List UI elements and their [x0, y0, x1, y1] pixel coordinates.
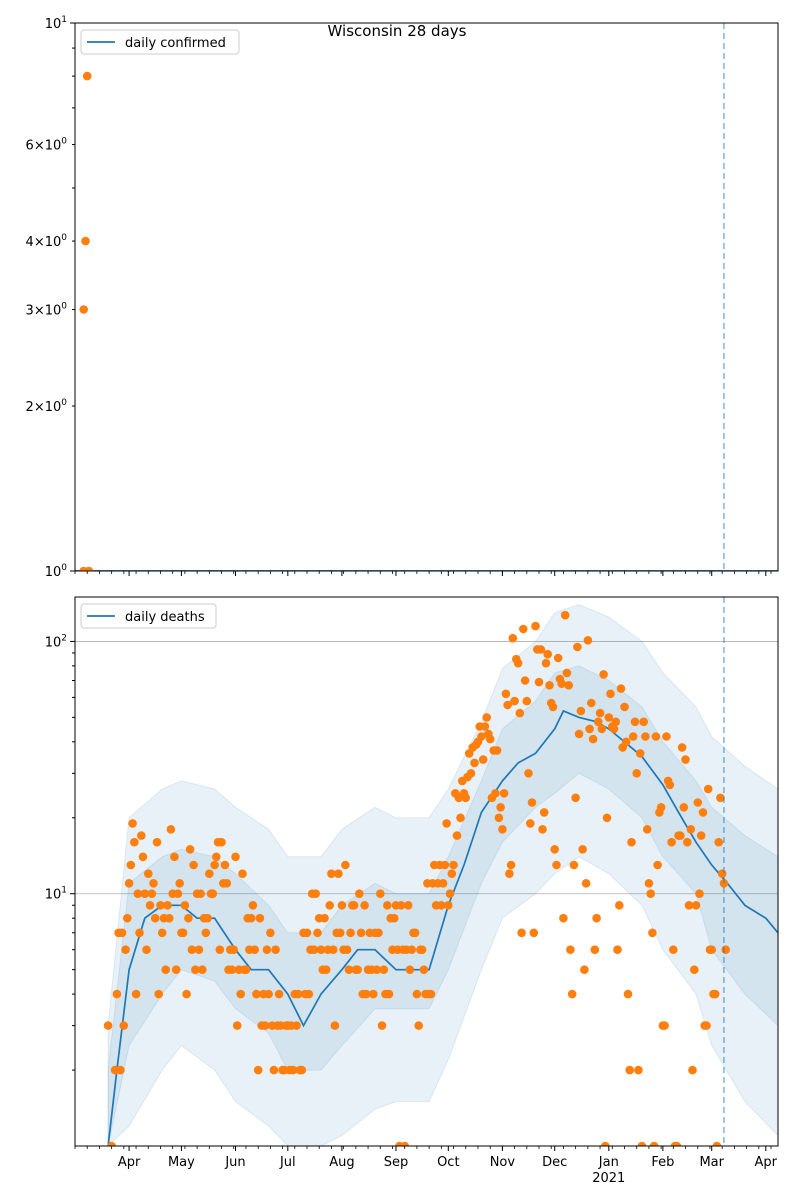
data-point: [420, 965, 429, 974]
data-point: [690, 965, 699, 974]
data-point: [165, 914, 174, 923]
data-point: [528, 798, 537, 807]
data-point: [343, 945, 352, 954]
data-point: [346, 929, 355, 938]
data-point: [186, 845, 195, 854]
y-tick-label: $10^2$: [44, 633, 67, 651]
data-point: [256, 914, 265, 923]
data-point: [496, 803, 505, 812]
data-point: [446, 889, 455, 898]
data-point: [543, 650, 552, 659]
data-point: [615, 901, 624, 910]
data-point: [627, 838, 636, 847]
data-point: [687, 825, 696, 834]
data-point: [641, 732, 650, 741]
data-point: [414, 1021, 423, 1030]
data-point: [161, 965, 170, 974]
data-point: [427, 990, 436, 999]
data-point: [599, 670, 608, 679]
data-point: [448, 869, 457, 878]
data-point: [313, 929, 322, 938]
y-tick-label: $10^0$: [44, 563, 67, 580]
data-point: [711, 990, 720, 999]
data-point: [184, 914, 193, 923]
data-point: [413, 990, 422, 999]
data-point: [238, 869, 247, 878]
data-point: [622, 738, 631, 747]
data-point: [148, 889, 157, 898]
data-point: [374, 929, 383, 938]
data-point: [652, 732, 661, 741]
data-point: [139, 853, 148, 862]
data-point: [385, 990, 394, 999]
data-point: [449, 861, 458, 870]
data-point: [137, 831, 146, 840]
data-point: [566, 945, 575, 954]
data-point: [559, 914, 568, 923]
data-point: [135, 929, 144, 938]
data-point: [444, 901, 453, 910]
data-point: [163, 901, 172, 910]
y-tick-label: $10^1$: [44, 885, 67, 903]
data-point: [404, 901, 413, 910]
data-point: [467, 769, 476, 778]
data-point: [491, 789, 500, 798]
data-point: [390, 914, 399, 923]
data-point: [233, 1021, 242, 1030]
data-point: [383, 901, 392, 910]
data-point: [172, 965, 181, 974]
data-point: [223, 879, 232, 888]
data-point: [519, 625, 528, 634]
data-point: [355, 889, 364, 898]
data-point: [500, 789, 509, 798]
data-point: [203, 914, 212, 923]
legend: [81, 30, 239, 54]
data-point: [516, 709, 525, 718]
data-point: [502, 690, 511, 699]
data-point: [666, 781, 675, 790]
x-tick-label: Dec: [542, 1155, 568, 1170]
data-point: [479, 755, 488, 764]
data-point: [620, 703, 629, 712]
data-point: [195, 945, 204, 954]
data-point: [210, 861, 219, 870]
x-year-label: 2021: [592, 1171, 626, 1186]
data-point: [120, 1021, 129, 1030]
data-point: [175, 879, 184, 888]
data-point: [212, 853, 221, 862]
data-point: [657, 803, 666, 812]
data-point: [181, 901, 190, 910]
data-point: [470, 759, 479, 768]
data-point: [524, 769, 533, 778]
data-point: [104, 1021, 113, 1030]
data-point: [407, 945, 416, 954]
data-point: [406, 965, 415, 974]
data-point: [153, 838, 162, 847]
data-point: [341, 861, 350, 870]
data-point: [707, 945, 716, 954]
data-point: [305, 990, 314, 999]
x-tick-label: Oct: [437, 1155, 460, 1170]
data-point: [174, 889, 183, 898]
data-point: [718, 869, 727, 878]
data-point: [236, 990, 245, 999]
data-point: [254, 1066, 263, 1075]
data-point: [196, 889, 205, 898]
data-point: [121, 945, 130, 954]
data-point: [603, 814, 612, 823]
data-point: [439, 879, 448, 888]
data-point: [577, 707, 586, 716]
data-point: [625, 1066, 634, 1075]
data-point: [329, 945, 338, 954]
data-point: [542, 659, 551, 668]
data-point: [229, 945, 238, 954]
y-tick-label: $3\times 10^0$: [25, 301, 67, 319]
data-point: [582, 879, 591, 888]
data-point: [298, 1066, 307, 1075]
data-point: [127, 861, 136, 870]
y-tick-label: $2\times 10^0$: [25, 398, 67, 416]
data-point: [592, 914, 601, 923]
x-tick-label: May: [167, 1155, 195, 1170]
data-point: [369, 990, 378, 999]
data-point: [264, 990, 273, 999]
data-point: [606, 690, 615, 699]
data-point: [699, 808, 708, 817]
data-point: [521, 676, 530, 685]
data-point: [662, 732, 671, 741]
y-tick-label: $10^1$: [44, 15, 67, 32]
data-point: [151, 914, 160, 923]
data-point: [79, 305, 88, 314]
data-point: [376, 889, 385, 898]
data-point: [378, 1021, 387, 1030]
data-point: [221, 861, 230, 870]
x-tick-label: Apr: [754, 1155, 778, 1170]
data-point: [596, 709, 605, 718]
data-point: [270, 1066, 279, 1075]
data-point: [526, 819, 535, 828]
data-point: [338, 901, 347, 910]
data-point: [550, 845, 559, 854]
data-point: [514, 659, 523, 668]
data-point: [198, 965, 207, 974]
data-point: [571, 794, 580, 803]
data-point: [170, 853, 179, 862]
data-point: [320, 914, 329, 923]
data-point: [418, 945, 427, 954]
data-point: [563, 669, 572, 678]
data-point: [132, 990, 141, 999]
x-tick-label: Feb: [651, 1155, 675, 1170]
data-point: [517, 929, 526, 938]
data-point: [456, 814, 465, 823]
data-point: [632, 769, 641, 778]
data-point: [216, 945, 225, 954]
data-point: [648, 929, 657, 938]
data-point: [116, 1066, 125, 1075]
data-point: [645, 879, 654, 888]
data-point: [263, 945, 272, 954]
data-point: [154, 990, 163, 999]
legend-label: daily deaths: [125, 610, 205, 625]
data-point: [179, 929, 188, 938]
data-point: [643, 825, 652, 834]
data-point: [336, 929, 345, 938]
data-point: [554, 654, 563, 663]
data-point: [667, 838, 676, 847]
data-point: [585, 725, 594, 734]
data-point: [331, 1021, 340, 1030]
data-point: [589, 735, 598, 744]
data-point: [676, 831, 685, 840]
legend-label: daily confirmed: [125, 36, 226, 51]
data-point: [357, 929, 366, 938]
data-point: [334, 869, 343, 878]
data-point: [360, 901, 369, 910]
data-point: [311, 889, 320, 898]
data-point: [158, 929, 167, 938]
data-point: [146, 901, 155, 910]
data-point: [266, 929, 275, 938]
data-point: [587, 699, 596, 708]
data-point: [275, 990, 284, 999]
x-tick-label: Apr: [117, 1155, 141, 1170]
data-point: [125, 879, 134, 888]
data-point: [242, 965, 251, 974]
data-point: [350, 901, 359, 910]
data-point: [681, 755, 690, 764]
data-point: [461, 794, 470, 803]
y-tick-label: $6\times 10^0$: [25, 136, 67, 154]
data-point: [83, 72, 92, 81]
data-point: [510, 697, 519, 706]
data-point: [217, 838, 226, 847]
data-point: [538, 825, 547, 834]
data-point: [617, 684, 626, 693]
data-point: [683, 838, 692, 847]
data-point: [721, 945, 730, 954]
data-point: [564, 681, 573, 690]
data-point: [531, 622, 540, 631]
data-point: [646, 889, 655, 898]
data-point: [322, 965, 331, 974]
data-point: [639, 718, 648, 727]
data-point: [636, 749, 645, 758]
data-point: [202, 929, 211, 938]
data-point: [380, 965, 389, 974]
data-point: [167, 825, 176, 834]
data-point: [81, 237, 90, 246]
data-point: [702, 1021, 711, 1030]
data-point: [584, 636, 593, 645]
x-tick-label: Jun: [225, 1155, 246, 1170]
data-point: [568, 990, 577, 999]
data-point: [182, 990, 191, 999]
data-point: [209, 889, 218, 898]
data-point: [573, 643, 582, 652]
data-point: [247, 914, 256, 923]
x-tick-label: Nov: [489, 1155, 516, 1170]
data-point: [598, 725, 607, 734]
data-point: [149, 879, 158, 888]
data-point: [694, 798, 703, 807]
data-point: [591, 945, 600, 954]
data-point: [629, 732, 638, 741]
chart-title: Wisconsin 28 days: [327, 22, 467, 40]
data-point: [660, 1021, 669, 1030]
data-point: [481, 722, 490, 731]
data-point: [678, 743, 687, 752]
legend: [81, 604, 216, 628]
data-point: [561, 611, 570, 620]
x-tick-label: Jan: [598, 1155, 619, 1170]
data-point: [144, 869, 153, 878]
x-tick-label: Mar: [699, 1155, 724, 1170]
data-point: [612, 718, 621, 727]
data-point: [669, 945, 678, 954]
data-point: [680, 803, 689, 812]
data-point: [250, 945, 259, 954]
data-point: [613, 945, 622, 954]
data-point: [695, 889, 704, 898]
data-point: [325, 901, 334, 910]
data-point: [128, 819, 137, 828]
data-point: [189, 861, 198, 870]
data-point: [505, 869, 514, 878]
data-point: [530, 929, 539, 938]
data-point: [442, 819, 451, 828]
data-point: [578, 845, 587, 854]
data-point: [271, 945, 280, 954]
data-point: [142, 945, 151, 954]
data-point: [482, 713, 491, 722]
data-point: [249, 901, 258, 910]
data-point: [303, 929, 312, 938]
data-point: [692, 901, 701, 910]
data-point: [575, 730, 584, 739]
data-point: [624, 990, 633, 999]
data-point: [130, 838, 139, 847]
data-point: [353, 965, 362, 974]
data-point: [498, 825, 507, 834]
x-tick-label: Jul: [279, 1155, 296, 1170]
data-point: [535, 678, 544, 687]
x-tick-label: Aug: [329, 1155, 355, 1170]
data-point: [453, 831, 462, 840]
data-point: [507, 861, 516, 870]
data-point: [552, 861, 561, 870]
data-point: [486, 735, 495, 744]
data-point: [545, 681, 554, 690]
data-point: [714, 838, 723, 847]
data-point: [697, 831, 706, 840]
y-tick-label: $4\times 10^0$: [25, 233, 67, 251]
data-point: [634, 1066, 643, 1075]
data-point: [205, 869, 214, 878]
data-point: [231, 853, 240, 862]
data-point: [704, 785, 713, 794]
data-point: [570, 861, 579, 870]
data-point: [411, 929, 420, 938]
data-point: [493, 746, 502, 755]
data-point: [631, 718, 640, 727]
data-point: [523, 697, 532, 706]
data-point: [441, 861, 450, 870]
data-point: [118, 929, 127, 938]
data-point: [540, 808, 549, 817]
data-point: [292, 1021, 301, 1030]
data-point: [688, 1066, 697, 1075]
x-tick-label: Sep: [383, 1155, 409, 1170]
data-point: [113, 990, 122, 999]
data-point: [580, 965, 589, 974]
data-point: [509, 634, 518, 643]
data-point: [123, 914, 132, 923]
data-point: [653, 861, 662, 870]
data-point: [549, 703, 558, 712]
data-point: [495, 814, 504, 823]
